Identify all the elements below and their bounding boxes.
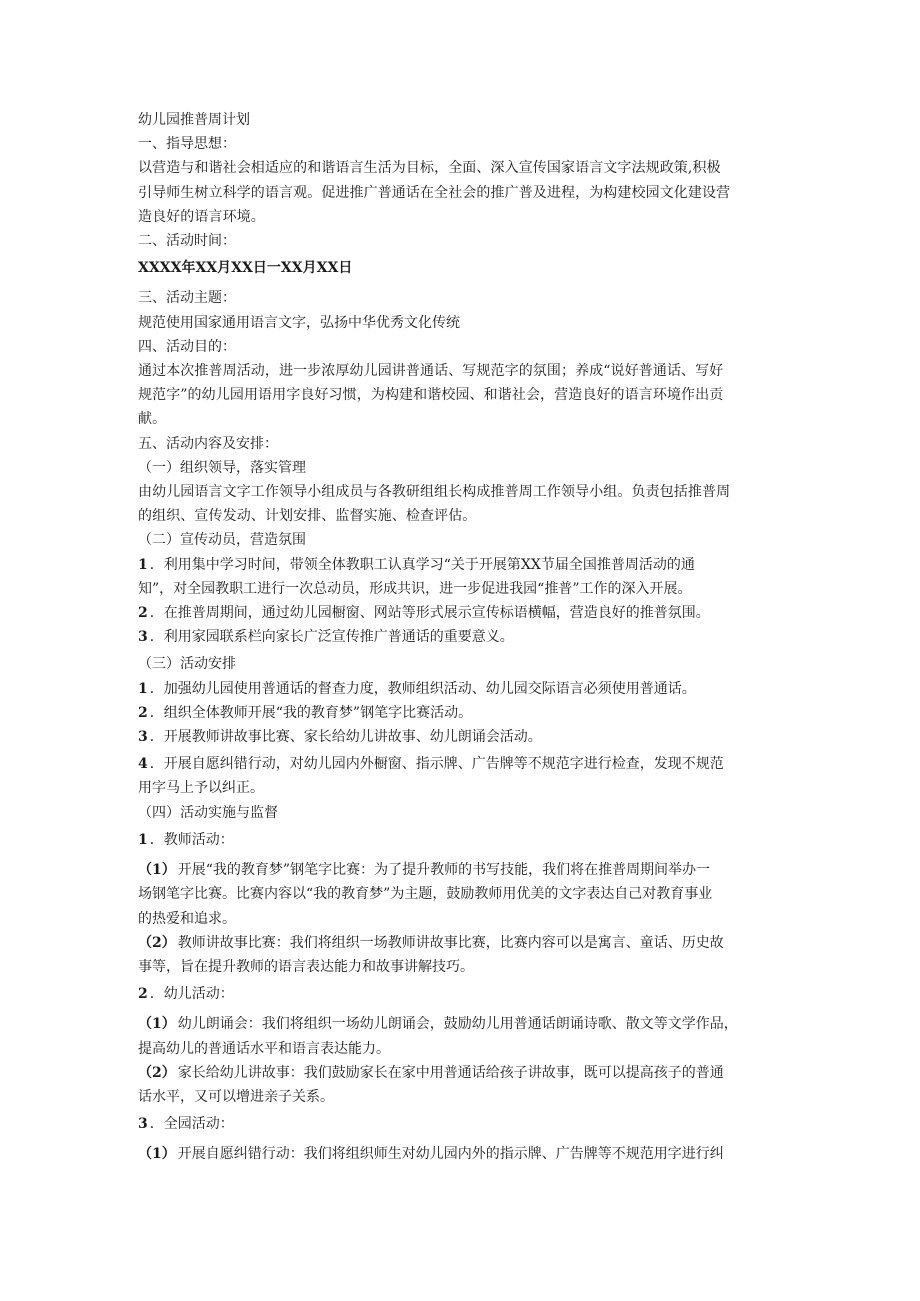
item-text: 家长给幼儿讲故事：我们鼓励家长在家中用普通话给孩子讲故事，既可以提高孩子的普通 <box>177 1064 724 1081</box>
list-item <box>138 725 798 749</box>
item-number: （1） <box>138 1146 176 1163</box>
list-item <box>138 701 798 725</box>
whole-school-activities <box>138 1112 798 1166</box>
item-number: （2） <box>138 934 176 951</box>
item-number: 1 <box>138 556 148 573</box>
item-text: 场钢笔字比赛。比赛内容以“我的教育梦”为主题，鼓励教师用优美的文字表达自己对教育事业 <box>138 886 713 903</box>
list-item <box>138 553 798 601</box>
subsection-1-body <box>138 480 798 528</box>
item-number: 2 <box>138 986 148 1003</box>
item-text: 用字马上予以纠正。 <box>138 780 264 797</box>
section-1-body <box>138 156 798 229</box>
item-number: （2） <box>138 1064 176 1081</box>
item-text: ．组织全体教师开展“我的教育梦”钢笔字比赛活动。 <box>149 704 473 721</box>
subsection-1-heading: （一）组织领导，落实管理 <box>138 459 306 476</box>
paragraph-line: 造良好的语言环境。 <box>138 208 265 225</box>
item-text: ．加强幼儿园使用普通话的督查力度，教师组织活动、幼儿园交际语言必须使用普通话。 <box>149 680 696 697</box>
child-activities <box>138 982 798 1109</box>
item-text: 的热爱和追求。 <box>138 910 236 927</box>
activity-date: XXXX年XX月XX日一XX月XX日 <box>138 260 353 277</box>
section-2-heading: 二、活动时间： <box>138 233 236 250</box>
item-number: （1） <box>138 862 176 879</box>
list-item <box>138 601 798 625</box>
item-text: ．利用家园联系栏向家长广泛宣传推广普通话的重要意义。 <box>149 629 514 646</box>
paragraph-line: 的组织、宣传发动、计划安排、监督实施、检查评估。 <box>138 508 477 525</box>
subsection-2-list <box>138 553 798 650</box>
list-item <box>138 858 798 931</box>
item-heading: ．教师活动： <box>149 831 234 848</box>
list-item <box>138 1061 798 1109</box>
list-item <box>138 1012 798 1060</box>
item-text: 开展“我的教育梦”钢笔字比赛：为了提升教师的书写技能，我们将在推普周期间举办一 <box>177 862 711 879</box>
item-text: ．开展自愿纠错行动，对幼儿园内外橱窗、指示牌、广告牌等不规范字进行检查，发现不规范 <box>149 756 724 773</box>
item-text: 事等，旨在提升教师的语言表达能力和故事讲解技巧。 <box>138 958 474 975</box>
subsection-4-heading: （四）活动实施与监督 <box>138 804 278 821</box>
item-text: ．利用集中学习时间，带领全体教职工认真学习“关于开展第XX节届全国推普周活动的通 <box>149 556 695 573</box>
list-item <box>138 625 798 649</box>
section-4-body <box>138 359 798 432</box>
subsection-2-heading: （二）宣传动员，营造氛围 <box>138 532 306 549</box>
list-item <box>138 752 798 800</box>
item-number: 3 <box>138 629 148 646</box>
item-text: 提高幼儿的普通话水平和语言表达能力。 <box>138 1040 390 1057</box>
teacher-activities <box>138 828 798 979</box>
subsection-3-list <box>138 677 798 801</box>
activity-theme: 规范使用国家通用语言文字，弘扬中华优秀文化传统 <box>138 314 460 331</box>
item-text: ．在推普周期间，通过幼儿园橱窗、网站等形式展示宣传标语横幅，营造良好的推普氛围。 <box>149 605 710 622</box>
paragraph-line: 由幼儿园语言文字工作领导小组成员与各教研组组长构成推普周工作领导小组。负责包括推普周 <box>138 484 731 501</box>
document-title: 幼儿园推普周计划 <box>138 112 250 128</box>
list-item <box>138 931 798 979</box>
paragraph-line: 规范字”的幼儿园用语用字良好习惯，为构建和谐校园、和谐社会，营造良好的语言环境作出贡 <box>138 387 724 404</box>
item-text: ．开展教师讲故事比赛、家长给幼儿讲故事、幼儿朗诵会活动。 <box>149 729 542 746</box>
item-heading: ．全园活动： <box>149 1116 234 1133</box>
item-text: 话水平，又可以增进亲子关系。 <box>138 1088 334 1105</box>
list-item <box>138 677 798 701</box>
section-4-heading: 四、活动目的： <box>138 338 236 355</box>
item-number: 3 <box>138 1116 148 1133</box>
paragraph-line: 以营造与和谐社会相适应的和谐语言生活为目标，全面、深入宣传国家语言文字法规政策,积极 <box>138 160 721 177</box>
paragraph-line: 引导师生树立科学的语言观。促进推广普通话在全社会的推广普及进程，为构建校园文化建设营 <box>138 184 731 201</box>
subsection-3-heading: （三）活动安排 <box>138 656 236 673</box>
section-1-heading: 一、指导思想： <box>138 136 236 153</box>
list-item <box>138 1142 798 1166</box>
item-text: 幼儿朗诵会：我们将组织一场幼儿朗诵会，鼓励幼儿用普通话朗诵诗歌、散文等文学作品， <box>177 1016 738 1033</box>
item-text: 教师讲故事比赛：我们将组织一场教师讲故事比赛，比赛内容可以是寓言、童话、历史故 <box>177 934 724 951</box>
document-page <box>138 108 798 1167</box>
item-number: 3 <box>138 729 148 746</box>
item-number: 1 <box>138 831 148 848</box>
paragraph-line: 献。 <box>138 411 167 428</box>
item-number: 2 <box>138 704 148 721</box>
item-text: 知”，对全园教职工进行一次总动员，形成共识，进一步促进我园“推普”工作的深入开展。 <box>138 580 692 597</box>
item-number: 2 <box>138 605 148 622</box>
item-number: 1 <box>138 680 148 697</box>
item-number: 4 <box>138 756 148 773</box>
section-3-heading: 三、活动主题： <box>138 290 236 307</box>
paragraph-line: 通过本次推普周活动，进一步浓厚幼儿园讲普通话、写规范字的氛围；养成“说好普通话、写好 <box>138 363 724 380</box>
item-number: （1） <box>138 1016 176 1033</box>
item-text: 开展自愿纠错行动：我们将组织师生对幼儿园内外的指示牌、广告牌等不规范用字进行纠 <box>177 1146 724 1163</box>
item-heading: ．幼儿活动： <box>149 986 234 1003</box>
section-5-heading: 五、活动内容及安排： <box>138 435 278 452</box>
